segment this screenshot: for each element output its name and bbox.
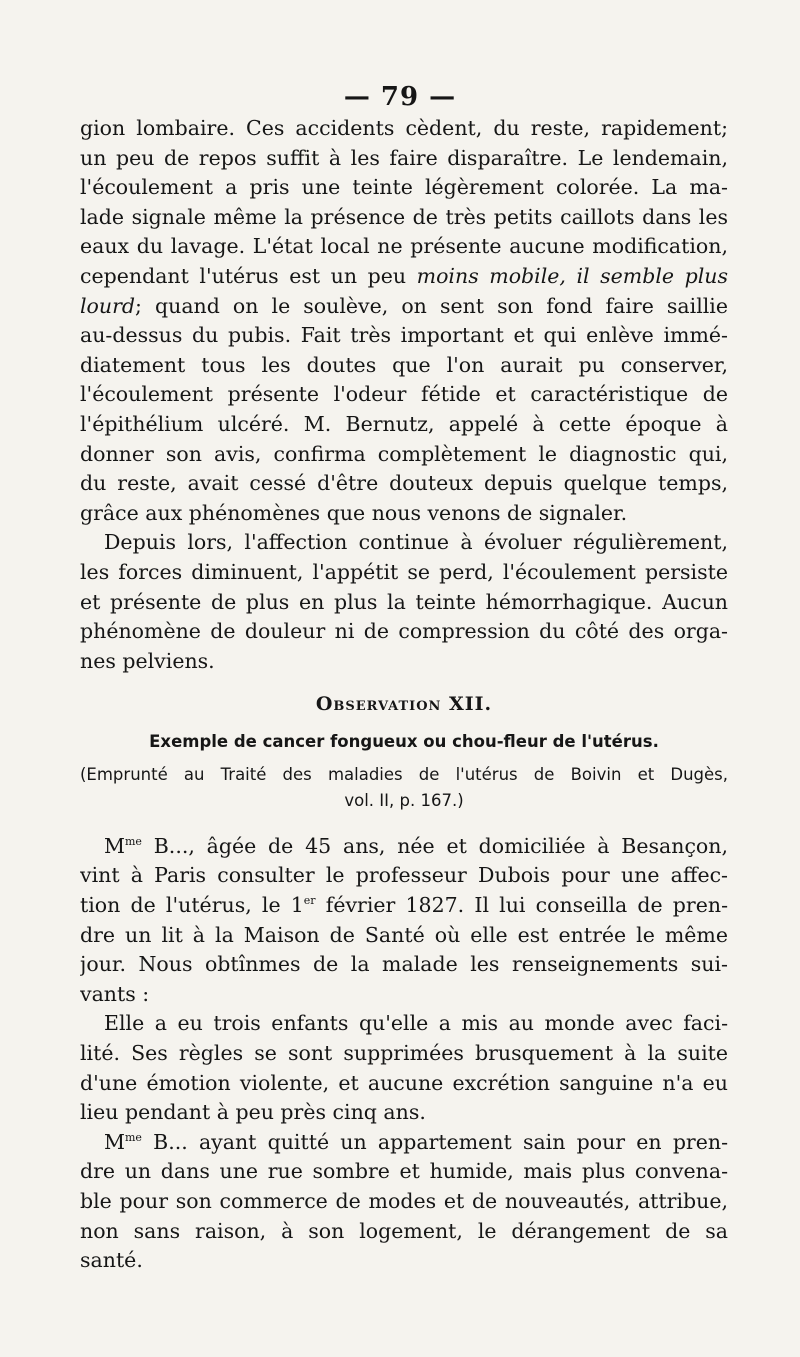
text-line: vint à Paris consulter le professeur Dubois pour une affec- bbox=[80, 863, 728, 888]
text-line: d'une émotion violente, et aucune excrétion sanguine n'a eu bbox=[80, 1070, 728, 1095]
text-line: l'écoulement a pris une teinte légèrement colorée. La ma- bbox=[80, 175, 728, 200]
superscript: er bbox=[303, 894, 316, 908]
text-line: lieu pendant à peu près cinq ans. bbox=[80, 1100, 426, 1125]
text-fragment: B... ayant quitté un appartement sain pour en pren- bbox=[141, 1129, 728, 1154]
source-line: (Emprunté au Traité des maladies de l'utérus de Boivin et Dugès, bbox=[80, 764, 728, 784]
text-line: ble pour son commerce de modes et de nouveautés, attribue, bbox=[80, 1189, 728, 1213]
text-fragment: février 1827. Il lui conseilla de pren- bbox=[315, 893, 728, 918]
text-line bbox=[80, 292, 728, 322]
text-line: gion lombaire. Ces accidents cèdent, du reste, rapidement; bbox=[80, 116, 728, 140]
text-line: vants : bbox=[80, 981, 150, 1006]
text-line bbox=[80, 262, 728, 292]
text-line bbox=[80, 832, 728, 862]
text-line: donner son avis, confirma complètement le diagnostic qui, bbox=[80, 441, 728, 466]
text-line: l'écoulement présente l'odeur fétide et caractéristique de bbox=[80, 382, 728, 407]
text-line: santé. bbox=[80, 1248, 143, 1273]
text-line: Depuis lors, l'affection continue à évoluer régulièrement, bbox=[104, 530, 728, 555]
paragraph-3 bbox=[80, 832, 728, 1010]
text-line: dre un lit à la Maison de Santé où elle est entrée le même bbox=[80, 922, 728, 947]
text-fragment: M bbox=[104, 1129, 125, 1154]
observation-subtitle: Exemple de cancer fongueux ou chou-fleur de l'utérus. bbox=[149, 731, 659, 751]
page-body bbox=[80, 114, 728, 1276]
text-line: jour. Nous obtînmes de la malade les renseignements sui- bbox=[80, 952, 728, 977]
text-line: nes pelviens. bbox=[80, 648, 215, 673]
superscript: me bbox=[125, 1130, 142, 1144]
text-line: phénomène de douleur ni de compression du côté des orga- bbox=[80, 619, 728, 644]
paragraph-4 bbox=[80, 1009, 728, 1127]
italic-text: moins mobile, il semble plus bbox=[416, 263, 728, 288]
text-line: non sans raison, à son logement, le dérangement de sa bbox=[80, 1218, 728, 1243]
text-line: les forces diminuent, l'appétit se perd, l'écoulement persiste bbox=[80, 559, 728, 584]
paragraph-1 bbox=[80, 114, 728, 528]
superscript: me bbox=[125, 835, 142, 849]
italic-text: lourd bbox=[80, 293, 136, 318]
text-line: lité. Ses règles se sont supprimées brusquement à la suite bbox=[80, 1041, 728, 1066]
text-line: dre un dans une rue sombre et humide, mais plus convena- bbox=[80, 1159, 728, 1184]
text-line: grâce aux phénomènes que nous venons de signaler. bbox=[80, 500, 628, 525]
page-number: — 79 — bbox=[343, 82, 457, 112]
text-fragment: B..., âgée de 45 ans, née et domiciliée à Besançon, bbox=[141, 833, 728, 858]
text-line: lade signale même la présence de très petits caillots dans les bbox=[80, 204, 728, 229]
text-line bbox=[80, 891, 728, 921]
text-line: diatement tous les doutes que l'on aurait pu conserver, bbox=[80, 352, 728, 377]
text-line: eaux du lavage. L'état local ne présente aucune modification, bbox=[80, 234, 728, 259]
observation-title: Observation XII. bbox=[315, 693, 493, 716]
source-line: vol. II, p. 167.) bbox=[344, 790, 464, 810]
paragraph-5 bbox=[80, 1128, 728, 1276]
text-line: Elle a eu trois enfants qu'elle a mis au monde avec faci- bbox=[104, 1011, 728, 1036]
text-line bbox=[80, 1128, 728, 1158]
text-fragment: ; quand on le soulève, on sent son fond faire saillie bbox=[135, 293, 728, 318]
paragraph-2 bbox=[80, 528, 728, 676]
text-line: l'épithélium ulcéré. M. Bernutz, appelé à cette époque à bbox=[80, 411, 728, 436]
text-line: un peu de repos suffit à les faire disparaître. Le lendemain, bbox=[80, 145, 728, 170]
text-line: au-dessus du pubis. Fait très important et qui enlève immé- bbox=[80, 323, 728, 348]
text-fragment: cependant l'utérus est un peu bbox=[80, 263, 407, 288]
text-line: et présente de plus en plus la teinte hémorrhagique. Aucun bbox=[80, 589, 728, 614]
text-fragment: tion de l'utérus, le 1 bbox=[80, 893, 304, 918]
text-fragment: M bbox=[104, 833, 125, 858]
observation-source bbox=[80, 762, 728, 814]
text-line: du reste, avait cessé d'être douteux depuis quelque temps, bbox=[80, 471, 728, 496]
